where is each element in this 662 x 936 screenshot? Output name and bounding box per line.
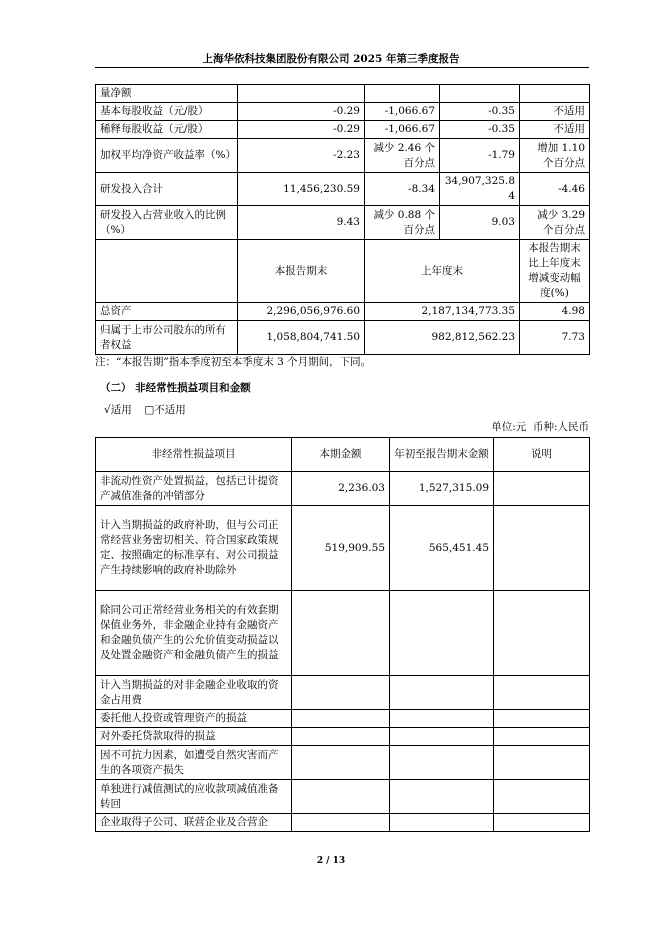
cell: 不适用 [520,103,590,121]
subheader-change: 本报告期末比上年度末增减变动幅度(%) [520,240,590,303]
cell: 7.73 [520,321,590,355]
remark-cell [494,814,590,832]
row-label: 稀释每股收益（元/股） [96,121,238,139]
applicable-checkbox: √适用 [104,404,132,416]
page-number: 2 / 13 [316,856,346,866]
row-label: 研发投入占营业收入的比例（%） [96,206,238,240]
ytd-cell [390,591,494,676]
ytd-cell [390,780,494,814]
row-label: 基本每股收益（元/股） [96,103,238,121]
cell: 2,296,056,976.60 [238,303,365,321]
row-label: 加权平均净资产收益率（%） [96,139,238,173]
cell: 34,907,325.84 [440,173,520,206]
current-cell [292,710,390,728]
cell: -2.23 [238,139,365,173]
cell: -8.34 [365,173,440,206]
empty-cell [96,240,238,303]
cell: 11,456,230.59 [238,173,365,206]
unit-currency-line: 单位:元 币种:人民币 [491,421,589,433]
row-label: 总资产 [96,303,238,321]
cell: -1.79 [440,139,520,173]
remark-cell [494,746,590,780]
current-cell [292,591,390,676]
remark-cell [494,506,590,591]
cell: 增加 1.10 个百分点 [520,139,590,173]
cell: 不适用 [520,121,590,139]
ytd-cell [390,746,494,780]
ytd-cell [390,710,494,728]
cell: -1,066.67 [365,103,440,121]
cell: -0.35 [440,121,520,139]
table-row [96,303,590,321]
section-title: （二） 非经常性损益项目和金额 [100,382,251,394]
table-row [96,139,590,173]
current-cell [292,780,390,814]
cell: -0.29 [238,121,365,139]
cell: -1,066.67 [365,121,440,139]
key-indicators-table [95,84,590,355]
cell [365,85,440,103]
non-recurring-items-table [95,437,590,832]
table-row [96,780,590,814]
remark-cell [494,780,590,814]
table-subheader-row [96,240,590,303]
table-row [96,85,590,103]
remark-cell [494,728,590,746]
cell [440,85,520,103]
table-row [96,173,590,206]
cell: 减少 2.46 个百分点 [365,139,440,173]
table-row [96,676,590,710]
remark-cell [494,710,590,728]
item-cell: 企业取得子公司、联营企业及合营企 [96,814,292,832]
table-row [96,121,590,139]
table-header-row [96,438,590,472]
item-cell: 因不可抗力因素，如遭受自然灾害而产生的各项资产损失 [96,746,292,780]
current-cell: 519,909.55 [292,506,390,591]
table-row [96,206,590,240]
item-cell: 对外委托贷款取得的损益 [96,728,292,746]
table-row [96,472,590,506]
remark-cell [494,472,590,506]
header-ytd: 年初至报告期末金额 [390,438,494,472]
item-cell: 计入当期损益的政府补助，但与公司正常经营业务密切相关、符合国家政策规定、按照确定的标准享有、对公司损益产生持续影响的政府补助除外 [96,506,292,591]
cell: 4.98 [520,303,590,321]
current-cell: 2,236.03 [292,472,390,506]
table-row [96,710,590,728]
cell: 减少 3.29 个百分点 [520,206,590,240]
header-rule [95,67,589,68]
item-cell: 委托他人投资或管理资产的损益 [96,710,292,728]
ytd-cell [390,814,494,832]
cell: -0.35 [440,103,520,121]
cell: 9.03 [440,206,520,240]
row-label: 归属于上市公司股东的所有者权益 [96,321,238,355]
ytd-cell [390,676,494,710]
cell: 2,187,134,773.35 [365,303,520,321]
cell [520,85,590,103]
table-row [96,746,590,780]
report-header-title: 上海华依科技集团股份有限公司 2025 年第三季度报告 [202,53,460,65]
current-cell [292,814,390,832]
table-row [96,506,590,591]
item-cell: 单独进行减值测试的应收款项减值准备转回 [96,780,292,814]
cell: 9.43 [238,206,365,240]
applicability-options [104,403,186,417]
cell [238,85,365,103]
table-row [96,814,590,832]
row-label: 研发投入合计 [96,173,238,206]
item-cell: 除同公司正常经营业务相关的有效套期保值业务外，非金融企业持有金融资产和金融负债产生的公允价值变动损益以及处置金融资产和金融负债产生的损益 [96,591,292,676]
cell: -0.29 [238,103,365,121]
not-applicable-checkbox: □不适用 [144,404,186,416]
header-item: 非经常性损益项目 [96,438,292,472]
item-cell: 非流动性资产处置损益，包括已计提资产减值准备的冲销部分 [96,472,292,506]
current-cell [292,746,390,780]
header-remark: 说明 [494,438,590,472]
table-row [96,321,590,355]
current-cell [292,676,390,710]
row-label: 量净额 [96,85,238,103]
footnote: 注：“本报告期”指本季度初至本季度末 3 个月期间，下同。 [95,356,372,368]
ytd-cell: 1,527,315.09 [390,472,494,506]
subheader-period-end: 本报告期末 [238,240,365,303]
cell: 1,058,804,741.50 [238,321,365,355]
table-row [96,103,590,121]
table-row [96,728,590,746]
current-cell [292,728,390,746]
ytd-cell: 565,451.45 [390,506,494,591]
cell: -4.46 [520,173,590,206]
ytd-cell [390,728,494,746]
item-cell: 计入当期损益的对非金融企业收取的资金占用费 [96,676,292,710]
cell: 减少 0.88 个百分点 [365,206,440,240]
cell: 982,812,562.23 [365,321,520,355]
remark-cell [494,591,590,676]
subheader-prior-year-end: 上年度末 [365,240,520,303]
remark-cell [494,676,590,710]
header-current: 本期金额 [292,438,390,472]
table-row [96,591,590,676]
